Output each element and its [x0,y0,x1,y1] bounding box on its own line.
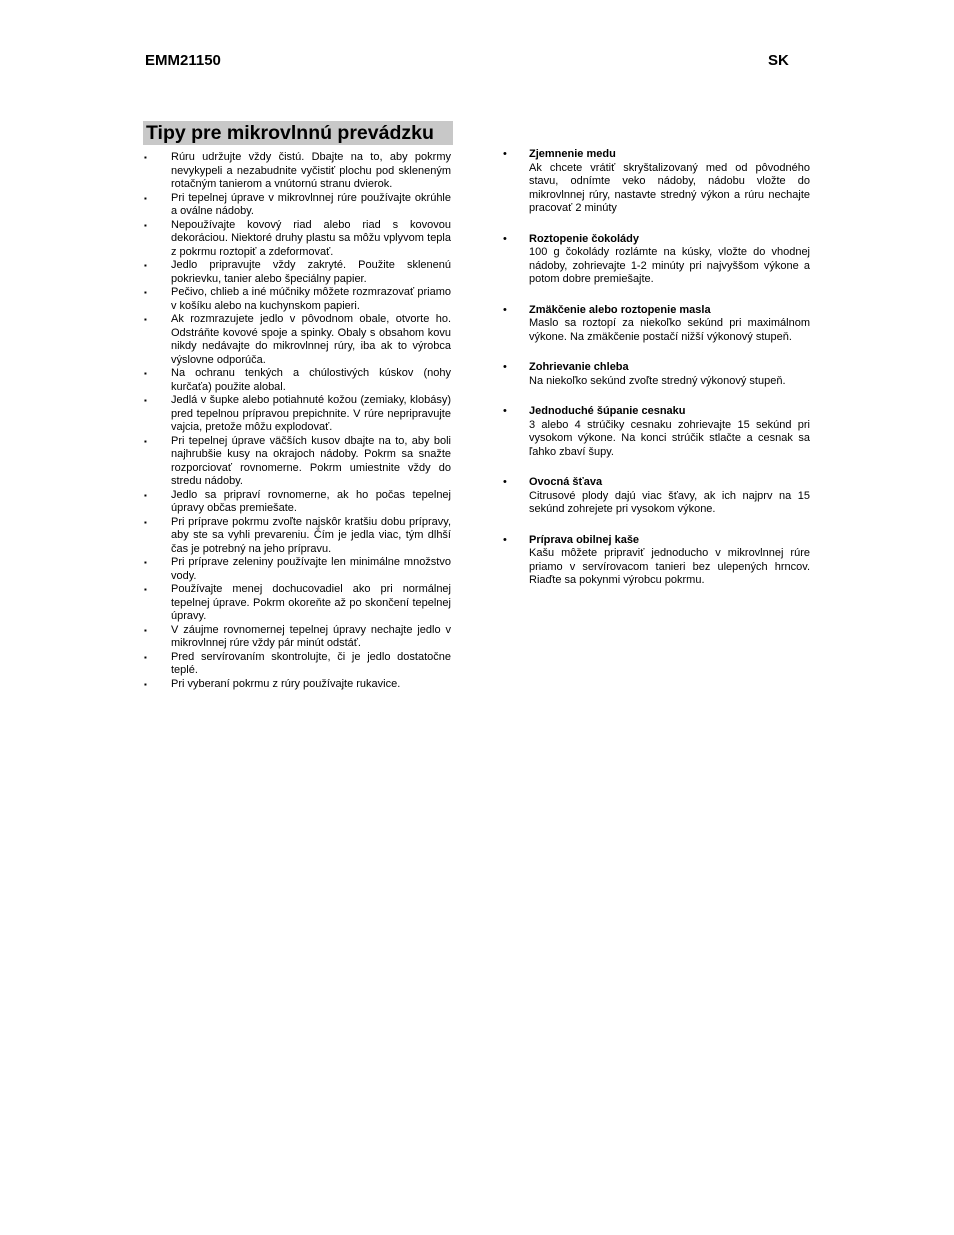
trick-heading: Zohrievanie chleba [529,361,629,373]
square-bullet-icon: ▪ [144,288,147,297]
tip-item [143,583,451,624]
tip-item [143,259,451,286]
square-bullet-icon: ▪ [144,679,147,689]
tip-item [143,651,451,678]
trick-heading: Roztopenie čokolády [529,232,640,245]
square-bullet-icon: ▪ [144,396,147,405]
square-bullet-icon: ▪ [144,652,147,662]
square-bullet-icon: ▪ [144,558,147,567]
tip-text: Pri vyberaní pokrmu z rúry používajte rukavice. [171,677,401,690]
square-bullet-icon: ▪ [144,490,147,500]
tip-text: V záujme rovnomernej tepelnej úpravy nechajte jedlo v mikrovlnnej rúre vždy pár minút odstáť. [171,623,451,649]
page-title: Tipy pre mikrovlnnú prevádzku [143,121,453,145]
tip-text: Používajte menej dochucovadiel ako pri normálnej tepelnej úprave. Pokrm okoreňte až po skončení tepelnej úpravy. [171,583,451,622]
round-bullet-icon: • [503,405,507,417]
tip-item [143,151,451,192]
trick-item [500,304,810,345]
trick-body: Maslo sa roztopí za niekoľko sekúnd pri maximálnom výkone. Na zmäkčenie postačí nižší výkonový stupeň. [529,317,810,343]
trick-item [500,361,810,388]
trick-body: 100 g čokolády rozlámte na kúsky, vložte do vhodnej nádoby, zohrievajte 1-2 minúty pri najvyššom výkone a potom dobre premiešajte. [529,246,810,285]
tip-item [143,394,451,435]
tip-text: Pred servírovaním skontrolujte, či je jedlo dostatočne teplé. [171,650,451,676]
trick-heading: Jednoduché šúpanie cesnaku [529,405,686,417]
trick-body: Ak chcete vrátiť skryštalizovaný med od pôvodného stavu, odnímte veko nádoby, nádobu vložte do mikrovlnnej rúry, nastavte stredný výkon a rúru nechajte pracovať 2 minúty [529,161,810,214]
tip-item [143,367,451,394]
tip-text: Nepoužívajte kovový riad alebo riad s kovovou dekoráciou. Niektoré druhy plastu sa môžu vplyvom tepla z pokrmu roztopiť a zdeformovať. [171,218,451,258]
square-bullet-icon: ▪ [144,436,147,446]
round-bullet-icon: • [503,476,507,488]
tip-item [143,556,451,583]
tip-text: Pri príprave pokrmu zvoľte najskôr kratšiu dobu prípravy, aby ste sa vyhli prevareniu. Čím je jedla viac, tým dlhší čas je potrebný na jeho prípravu. [171,515,451,555]
tip-item [143,435,451,489]
square-bullet-icon: ▪ [144,261,147,270]
round-bullet-icon: • [503,148,507,160]
tip-item [143,286,451,313]
round-bullet-icon: • [503,303,507,316]
trick-body: Citrusové plody dajú viac šťavy, ak ich najprv na 15 sekúnd zohrejete pri vysokom výkone. [529,489,810,515]
round-bullet-icon: • [503,533,507,546]
trick-item [500,534,810,588]
square-bullet-icon: ▪ [144,625,147,635]
tip-item [143,624,451,651]
trick-heading: Zjemnenie medu [529,148,616,160]
tip-text: Na ochranu tenkých a chúlostivých kúskov (nohy kurčaťa) použite alobal. [171,367,451,393]
trick-heading: Ovocná šťava [529,476,603,488]
trick-body: Na niekoľko sekúnd zvoľte stredný výkonový stupeň. [529,374,786,387]
trick-item [500,148,810,216]
round-bullet-icon: • [503,232,507,245]
tip-text: Pečivo, chlieb a iné múčniky môžete rozmrazovať priamo v košíku alebo na kuchynskom papieri. [171,286,451,312]
trick-item [500,405,810,459]
trick-body: Kašu môžete pripraviť jednoducho v mikrovlnnej rúre priamo v servírovacom tanieri bez ulepených hrncov. Riaďte sa pokynmi výrobcu pokrmu. [529,547,810,586]
model-number: EMM21150 [145,52,221,69]
trick-item [500,233,810,287]
square-bullet-icon: ▪ [144,369,147,378]
tip-item [143,516,451,557]
round-bullet-icon: • [503,361,507,373]
tip-item [143,192,451,219]
square-bullet-icon: ▪ [144,585,147,594]
tip-item [143,219,451,260]
trick-item [500,476,810,517]
trick-body: 3 alebo 4 strúčiky cesnaku zohrievajte 15 sekúnd pri vysokom výkone. Na konci strúčik stlačte a cesnak sa ľahko zbaví šupy. [529,418,810,458]
square-bullet-icon: ▪ [144,220,147,230]
tip-text: Jedlo pripravujte vždy zakryté. Použite sklenenú pokrievku, tanier alebo špeciálny papier. [171,259,451,285]
trick-heading: Príprava obilnej kaše [529,533,640,546]
square-bullet-icon: ▪ [144,517,147,527]
tips-list [143,151,451,691]
square-bullet-icon: ▪ [144,193,147,203]
tip-item [143,489,451,516]
tip-text: Rúru udržujte vždy čistú. Dbajte na to, aby pokrmy nevykypeli a nezabudnite vyčistiť plochu pod skleneným rotačným tanierom a vnútornú stranu dvierok. [171,151,451,190]
tip-text: Ak rozmrazujete jedlo v pôvodnom obale, otvorte ho. Odstráňte kovové spoje a spinky. Obaly s obsahom kovu nikdy nedávajte do mikrovlnnej rúry, iba ak to výrobca výslovne odporúča. [171,313,451,366]
language-code: SK [768,52,789,69]
tip-text: Jedlo sa pripraví rovnomerne, ak ho počas tepelnej úpravy občas premiešate. [171,488,451,514]
square-bullet-icon: ▪ [144,315,147,324]
tip-text: Pri tepelnej úprave väčších kusov dbajte na to, aby boli najhrubšie kusy na okrajoch nádoby. Pokrm sa snažte rozporciovať rovnomerne. Pokrm umiestnite vždy do stredu nádoby. [171,434,451,487]
tip-text: Jedlá v šupke alebo potiahnuté kožou (zemiaky, klobásy) pred tepelnou prípravou prepichnite. V rúre nepripravujte vajcia, pretože môžu explodovať. [171,394,451,433]
square-bullet-icon: ▪ [144,153,147,162]
tip-item [143,313,451,367]
tip-item [143,678,451,692]
trick-heading: Zmäkčenie alebo roztopenie masla [529,303,711,316]
tricks-list [500,148,810,605]
tip-text: Pri tepelnej úprave v mikrovlnnej rúre používajte okrúhle a oválne nádoby. [171,191,451,217]
tip-text: Pri príprave zeleniny používajte len minimálne množstvo vody. [171,556,451,582]
